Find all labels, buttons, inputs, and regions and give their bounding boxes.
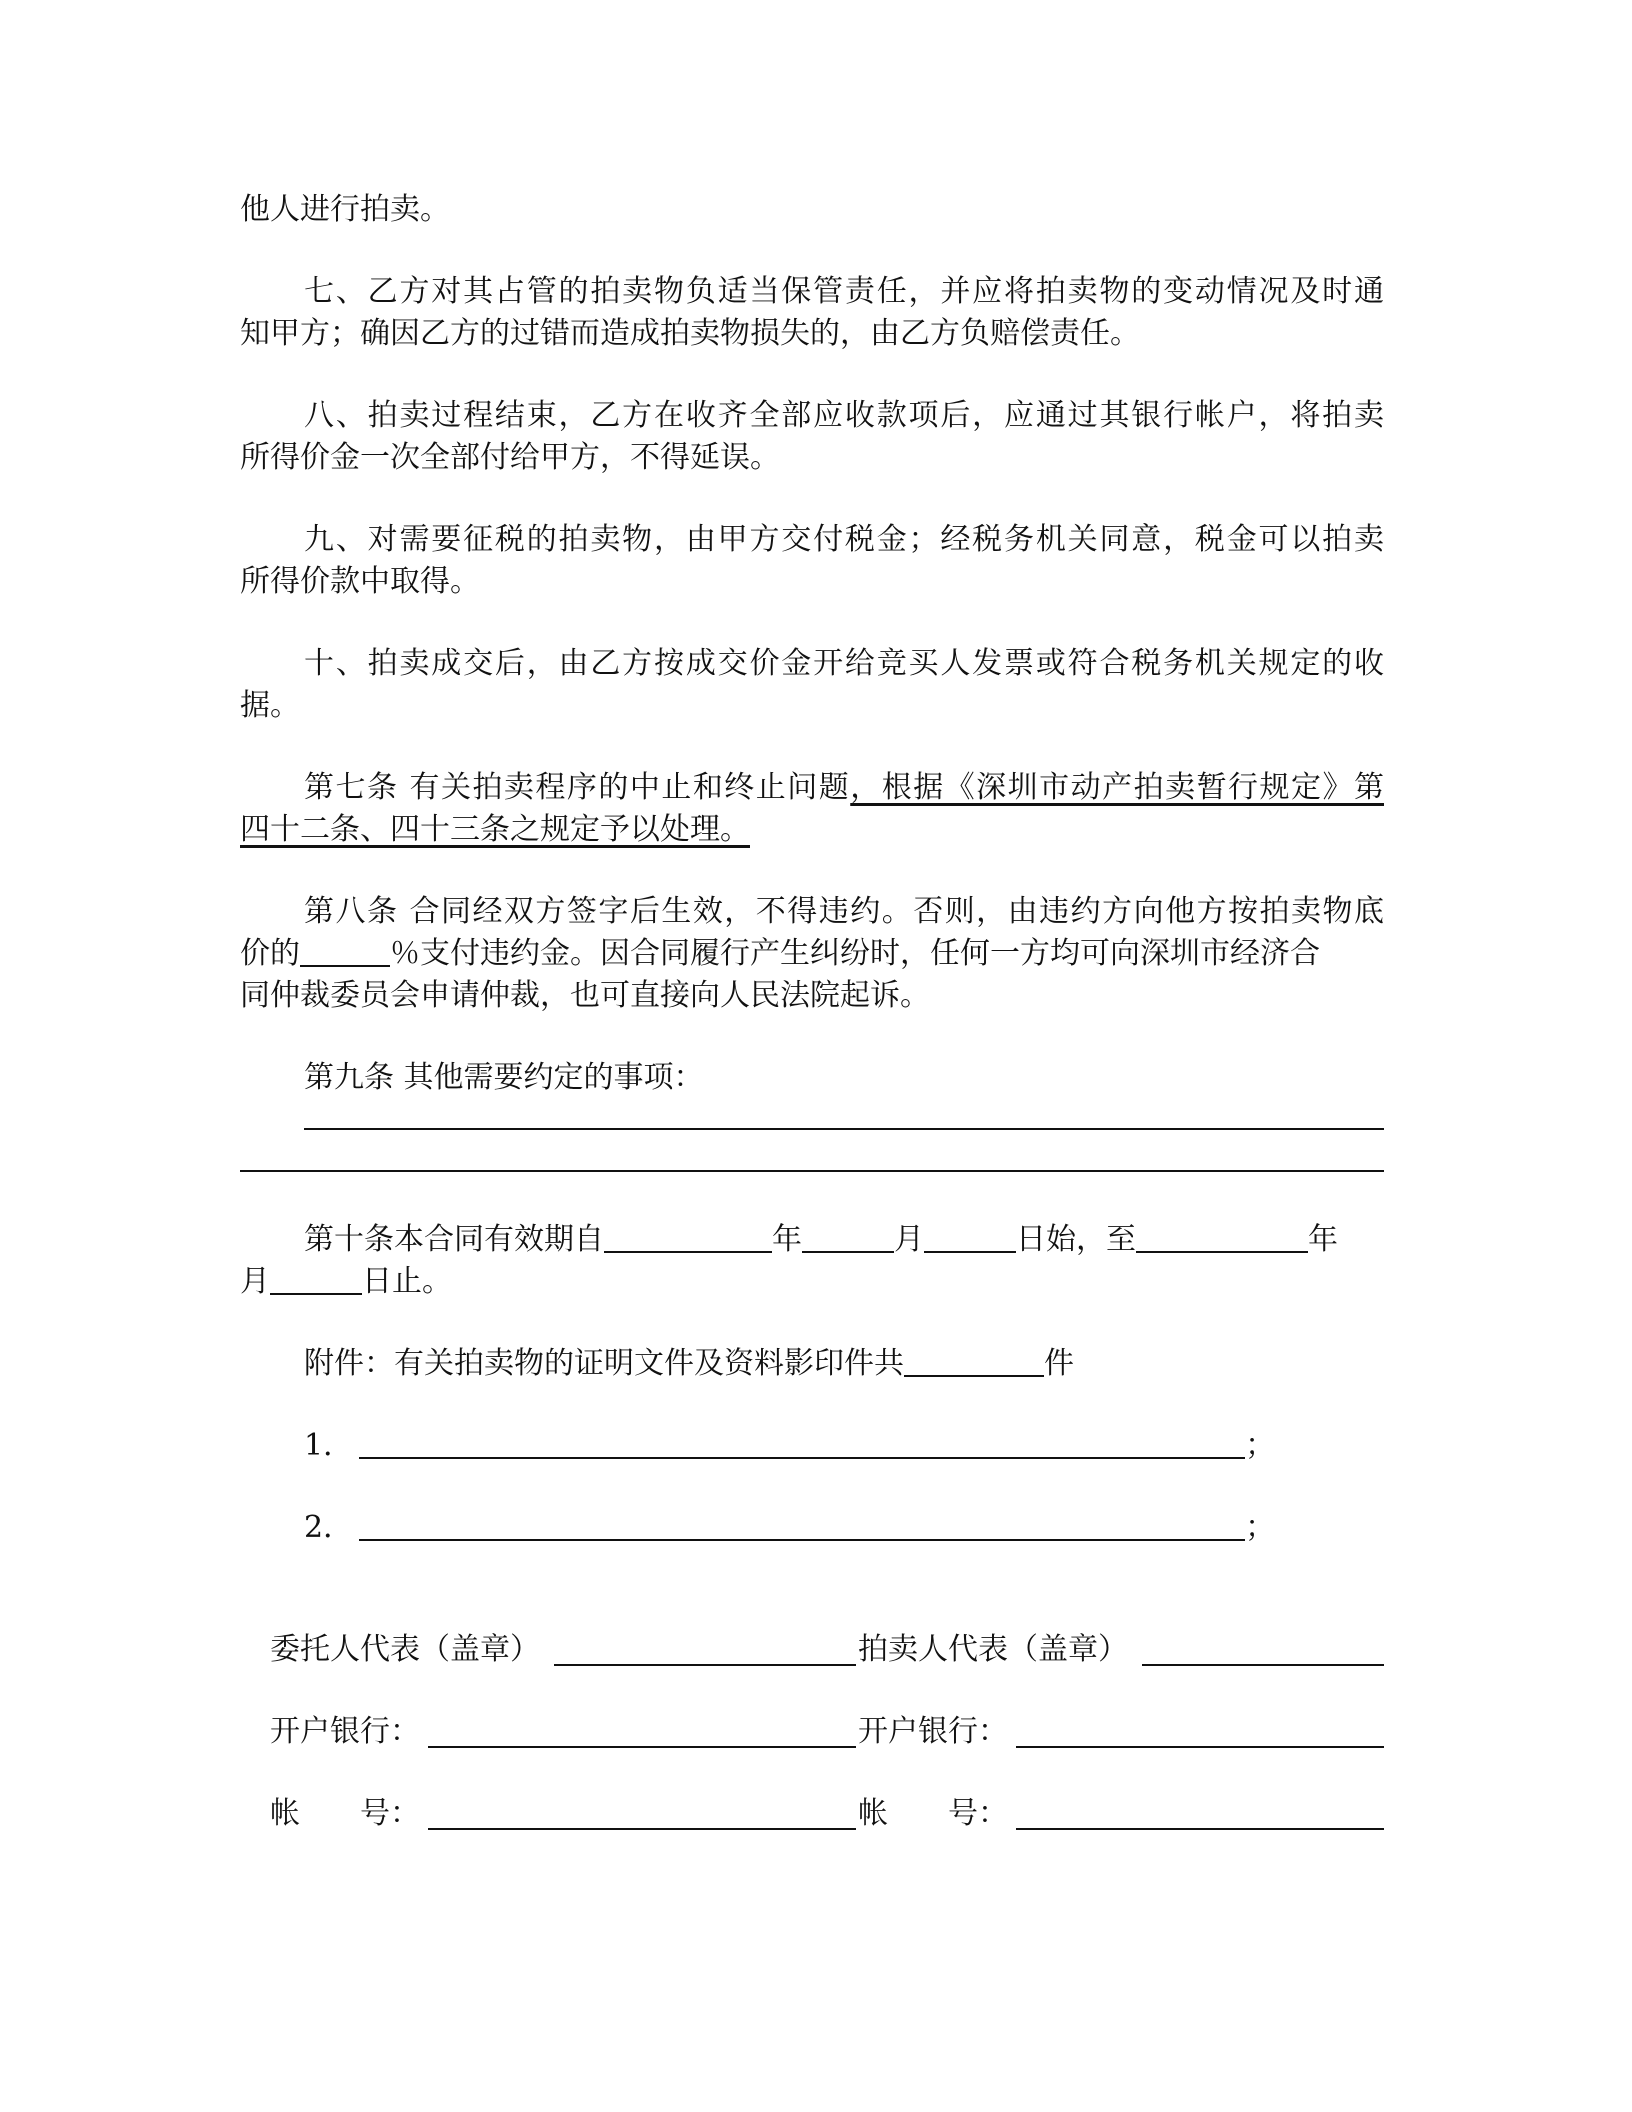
article-7-line2: 四十二条、四十三条之规定予以处理。 — [240, 812, 750, 847]
auctioneer-account-label: 帐 号： — [858, 1796, 1008, 1831]
article-9-blank-line2[interactable] — [240, 1170, 1384, 1172]
clause-6-tail: 他人进行拍卖。 — [240, 192, 450, 227]
item-1-number: 1． — [304, 1428, 354, 1463]
clause-7-line2: 知甲方；确因乙方的过错而造成拍卖物损失的，由乙方负赔偿责任。 — [240, 316, 1140, 351]
principal-account-label: 帐 号： — [270, 1796, 420, 1831]
end-year-blank[interactable] — [1136, 1221, 1308, 1253]
article-8-line1: 第八条 合同经双方签字后生效，不得违约。否则，由违约方向他方按拍卖物底 — [304, 894, 1384, 929]
attachment-count-blank[interactable] — [904, 1345, 1044, 1377]
start-month-label: 月 — [894, 1222, 924, 1257]
principal-rep-blank[interactable] — [554, 1664, 856, 1666]
end-day-label: 日止。 — [362, 1264, 452, 1299]
item-2-semicolon: ； — [1245, 1510, 1276, 1545]
auctioneer-bank-label: 开户银行： — [858, 1714, 1008, 1749]
article-10-line2 — [240, 1262, 452, 1302]
attachment-line — [304, 1344, 1074, 1384]
auctioneer-rep-blank[interactable] — [1142, 1664, 1384, 1666]
clause-9-line1: 九、对需要征税的拍卖物，由甲方交付税金；经税务机关同意，税金可以拍卖 — [304, 522, 1384, 557]
end-year-label: 年 — [1308, 1222, 1338, 1257]
article-10-line1 — [304, 1220, 1338, 1260]
clause-10-line1: 十、拍卖成交后，由乙方按成交价金开给竞买人发票或符合税务机关规定的收 — [304, 646, 1384, 681]
auctioneer-bank-blank[interactable] — [1016, 1746, 1384, 1748]
principal-bank-blank[interactable] — [428, 1746, 856, 1748]
clause-7-line1: 七、乙方对其占管的拍卖物负适当保管责任，并应将拍卖物的变动情况及时通 — [304, 274, 1384, 309]
article-9-blank-line1[interactable] — [304, 1128, 1384, 1130]
start-day-label: 日始，至 — [1016, 1222, 1136, 1257]
article-7-underlined: ，根据《深圳市动产拍卖暂行规定》第 — [850, 770, 1384, 805]
principal-bank-label: 开户银行： — [270, 1714, 420, 1749]
start-year-label: 年 — [772, 1222, 802, 1257]
article-8-text-a: 价的 — [240, 936, 300, 971]
start-year-blank[interactable] — [604, 1221, 772, 1253]
item-1-semicolon: ； — [1245, 1428, 1276, 1463]
attachment-item-2 — [304, 1508, 1275, 1548]
item-1-blank[interactable] — [359, 1427, 1245, 1459]
end-day-blank[interactable] — [270, 1263, 362, 1295]
item-2-blank[interactable] — [359, 1509, 1245, 1541]
clause-8-line2: 所得价金一次全部付给甲方，不得延误。 — [240, 440, 780, 475]
article-7-line1 — [304, 768, 1384, 808]
article-10-text: 第十条本合同有效期自 — [304, 1222, 604, 1257]
attachment-unit: 件 — [1044, 1346, 1074, 1381]
start-day-blank[interactable] — [924, 1221, 1016, 1253]
article-9-heading: 第九条 其他需要约定的事项： — [304, 1060, 704, 1095]
principal-account-blank[interactable] — [428, 1828, 856, 1830]
principal-rep-label: 委托人代表（盖章） — [270, 1632, 540, 1667]
article-7-lead: 第七条 有关拍卖程序的中止和终止问题 — [304, 770, 851, 805]
clause-9-line2: 所得价款中取得。 — [240, 564, 480, 599]
article-8-line2 — [240, 934, 1320, 974]
penalty-percent-blank[interactable] — [300, 935, 390, 967]
article-8-text-b: ％支付违约金。因合同履行产生纠纷时，任何一方均可向深圳市经济合 — [390, 936, 1320, 971]
item-2-number: 2． — [304, 1510, 354, 1545]
clause-10-line2: 据。 — [240, 688, 300, 723]
article-8-line3: 同仲裁委员会申请仲裁，也可直接向人民法院起诉。 — [240, 978, 930, 1013]
attachment-item-1 — [304, 1426, 1275, 1466]
start-month-blank[interactable] — [802, 1221, 894, 1253]
attachment-text: 附件：有关拍卖物的证明文件及资料影印件共 — [304, 1346, 904, 1381]
clause-8-line1: 八、拍卖过程结束，乙方在收齐全部应收款项后，应通过其银行帐户，将拍卖 — [304, 398, 1384, 433]
auctioneer-account-blank[interactable] — [1016, 1828, 1384, 1830]
end-month-label: 月 — [240, 1264, 270, 1299]
auctioneer-rep-label: 拍卖人代表（盖章） — [858, 1632, 1128, 1667]
